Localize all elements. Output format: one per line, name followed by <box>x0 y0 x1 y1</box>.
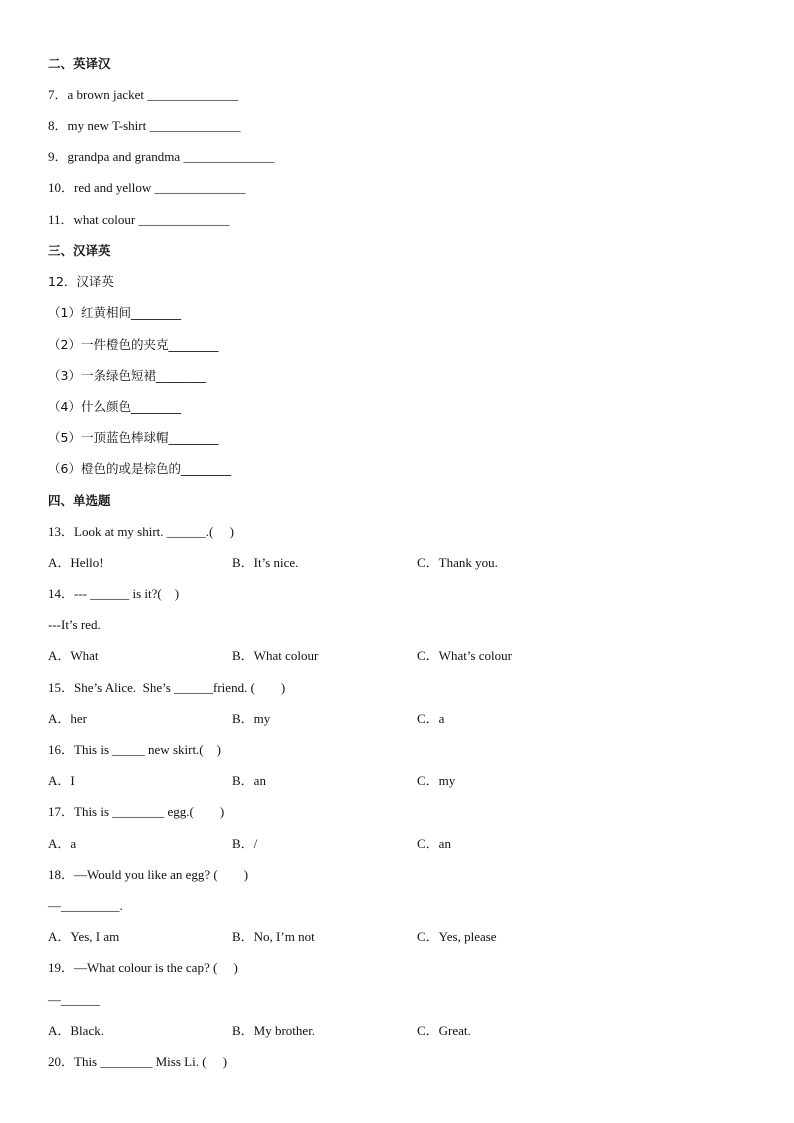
question-19-option-a: A．Black. <box>48 1023 104 1038</box>
question-16-stem: 16．This is _____ new skirt.( ) <box>48 742 221 757</box>
question-18-stem: 18．—Would you like an egg? ( ) <box>48 867 249 882</box>
question-11: 11．what colour ______________ <box>48 212 230 227</box>
question-17-stem: 17．This is ________ egg.( ) <box>48 804 225 819</box>
question-14-option-a: A．What <box>48 648 99 663</box>
question-14-option-c: C．What’s colour <box>417 648 512 663</box>
question-12-item: （2）一件橙色的夹克________ <box>48 337 219 352</box>
question-18-option-a: A．Yes, I am <box>48 929 120 944</box>
question-15-option-b: B．my <box>232 711 271 726</box>
question-19-reply: —______ <box>48 992 100 1007</box>
section-4-title: 四、单选题 <box>48 493 111 508</box>
question-15-stem: 15．She’s Alice. She’s ______friend. ( ) <box>48 680 286 695</box>
question-18-option-b: B．No, I’m not <box>232 929 315 944</box>
question-17-option-c: C．an <box>417 836 451 851</box>
question-19-stem: 19．—What colour is the cap? ( ) <box>48 960 238 975</box>
question-18-option-c: C．Yes, please <box>417 929 497 944</box>
question-13-option-b: B．It’s nice. <box>232 555 299 570</box>
question-14-reply: ---It’s red. <box>48 617 101 632</box>
question-14-option-b: B．What colour <box>232 648 319 663</box>
question-13-stem: 13．Look at my shirt. ______.( ) <box>48 524 234 539</box>
question-7: 7．a brown jacket ______________ <box>48 87 239 102</box>
question-8: 8．my new T-shirt ______________ <box>48 118 241 133</box>
question-9: 9．grandpa and grandma ______________ <box>48 149 275 164</box>
question-12-item: （4）什么颜色________ <box>48 399 181 414</box>
question-15-option-a: A．her <box>48 711 87 726</box>
question-13-option-a: A．Hello! <box>48 555 104 570</box>
question-16-option-b: B．an <box>232 773 266 788</box>
question-16-option-a: A．I <box>48 773 75 788</box>
question-14-stem: 14．--- ______ is it?( ) <box>48 586 180 601</box>
question-12-item: （5）一顶蓝色棒球帽________ <box>48 430 219 445</box>
question-17-option-a: A．a <box>48 836 77 851</box>
question-12-item: （6）橙色的或是棕色的________ <box>48 461 231 476</box>
question-18-reply: —_________. <box>48 898 123 913</box>
question-13-option-c: C．Thank you. <box>417 555 498 570</box>
question-15-option-c: C．a <box>417 711 445 726</box>
question-16-option-c: C．my <box>417 773 456 788</box>
question-19-option-c: C．Great. <box>417 1023 471 1038</box>
question-10: 10．red and yellow ______________ <box>48 180 246 195</box>
question-20-stem: 20．This ________ Miss Li. ( ) <box>48 1054 228 1069</box>
section-3-title: 三、汉译英 <box>48 243 111 258</box>
question-12-title: 12．汉译英 <box>48 274 114 289</box>
section-2-title: 二、英译汉 <box>48 56 111 71</box>
question-17-option-b: B．/ <box>232 836 258 851</box>
question-12-item: （3）一条绿色短裙________ <box>48 368 206 383</box>
question-19-option-b: B．My brother. <box>232 1023 316 1038</box>
question-12-item: （1）红黄相间________ <box>48 305 181 320</box>
